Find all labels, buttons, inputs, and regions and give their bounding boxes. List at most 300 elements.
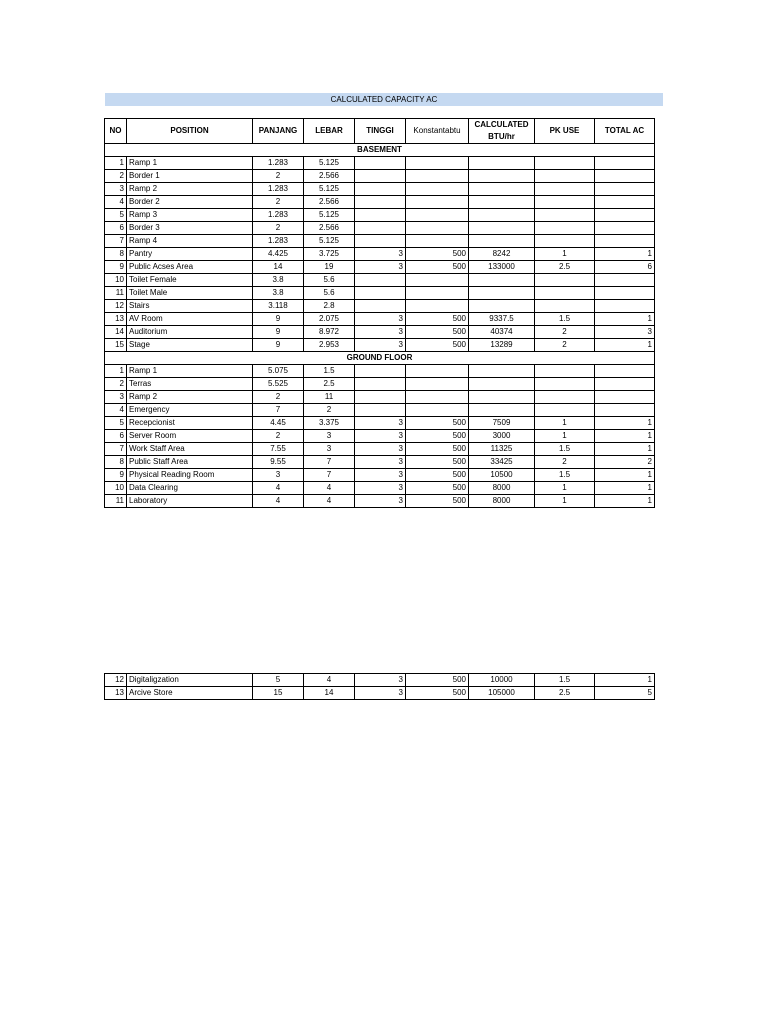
cell-panjang: 9 xyxy=(253,339,304,352)
cell-konstantabtu xyxy=(406,378,469,391)
cell-total-ac xyxy=(595,157,655,170)
cell-lebar: 3.375 xyxy=(304,417,355,430)
cell-konstantabtu: 500 xyxy=(406,261,469,274)
cell-calculated-btu xyxy=(469,404,535,417)
cell-total-ac: 1 xyxy=(595,469,655,482)
cell-position: Ramp 1 xyxy=(127,157,253,170)
table-row xyxy=(105,339,655,352)
table-row xyxy=(105,235,655,248)
cell-no: 3 xyxy=(105,391,127,404)
cell-no: 7 xyxy=(105,235,127,248)
cell-no: 15 xyxy=(105,339,127,352)
cell-position: Laboratory xyxy=(127,495,253,508)
cell-calculated-btu: 11325 xyxy=(469,443,535,456)
cell-panjang: 9.55 xyxy=(253,456,304,469)
cell-position: Public Staff Area xyxy=(127,456,253,469)
cell-konstantabtu xyxy=(406,209,469,222)
table-row xyxy=(105,430,655,443)
cell-calculated-btu xyxy=(469,222,535,235)
cell-no: 14 xyxy=(105,326,127,339)
cell-no: 12 xyxy=(105,300,127,313)
cell-panjang: 1.283 xyxy=(253,157,304,170)
cell-lebar: 3.725 xyxy=(304,248,355,261)
cell-panjang: 7.55 xyxy=(253,443,304,456)
cell-panjang: 2 xyxy=(253,430,304,443)
cell-lebar: 8.972 xyxy=(304,326,355,339)
table-body xyxy=(105,144,655,508)
cell-calculated-btu: 33425 xyxy=(469,456,535,469)
cell-tinggi xyxy=(355,170,406,183)
cell-panjang: 4 xyxy=(253,482,304,495)
cell-total-ac: 2 xyxy=(595,456,655,469)
cell-no: 4 xyxy=(105,404,127,417)
cell-tinggi xyxy=(355,391,406,404)
cell-konstantabtu: 500 xyxy=(406,482,469,495)
cell-position: Recepcionist xyxy=(127,417,253,430)
cell-position: Emergency xyxy=(127,404,253,417)
cell-no: 8 xyxy=(105,456,127,469)
cell-konstantabtu: 500 xyxy=(406,674,469,687)
cell-calculated-btu xyxy=(469,157,535,170)
cell-lebar: 2.075 xyxy=(304,313,355,326)
table-row xyxy=(105,261,655,274)
cell-total-ac: 5 xyxy=(595,687,655,700)
cell-position: Ramp 3 xyxy=(127,209,253,222)
section-title: BASEMENT xyxy=(105,144,655,157)
cell-calculated-btu: 40374 xyxy=(469,326,535,339)
table-row xyxy=(105,456,655,469)
cell-pk-use xyxy=(535,404,595,417)
cell-tinggi xyxy=(355,378,406,391)
cell-tinggi: 3 xyxy=(355,326,406,339)
cell-konstantabtu xyxy=(406,404,469,417)
cell-tinggi: 3 xyxy=(355,313,406,326)
cell-calculated-btu: 8242 xyxy=(469,248,535,261)
cell-position: Border 1 xyxy=(127,170,253,183)
cell-pk-use: 1 xyxy=(535,482,595,495)
cell-konstantabtu xyxy=(406,365,469,378)
cell-position: Public Acses Area xyxy=(127,261,253,274)
cell-no: 2 xyxy=(105,170,127,183)
cell-konstantabtu: 500 xyxy=(406,456,469,469)
table-row xyxy=(105,157,655,170)
cell-position: Digitaligzation xyxy=(127,674,253,687)
cell-pk-use: 2.5 xyxy=(535,687,595,700)
section-title: GROUND FLOOR xyxy=(105,352,655,365)
header-konstantabtu-label: Konstantabtu xyxy=(413,126,461,135)
cell-konstantabtu: 500 xyxy=(406,326,469,339)
cell-tinggi xyxy=(355,235,406,248)
cell-calculated-btu: 10000 xyxy=(469,674,535,687)
table-row xyxy=(105,365,655,378)
table-row xyxy=(105,391,655,404)
cell-panjang: 3.8 xyxy=(253,287,304,300)
cell-no: 13 xyxy=(105,687,127,700)
cell-pk-use xyxy=(535,222,595,235)
cell-calculated-btu: 133000 xyxy=(469,261,535,274)
cell-lebar: 4 xyxy=(304,674,355,687)
cell-pk-use xyxy=(535,287,595,300)
cell-panjang: 4 xyxy=(253,495,304,508)
cell-lebar: 7 xyxy=(304,456,355,469)
cell-tinggi xyxy=(355,157,406,170)
cell-pk-use xyxy=(535,274,595,287)
continuation-body xyxy=(105,674,655,700)
cell-total-ac xyxy=(595,391,655,404)
cell-tinggi xyxy=(355,274,406,287)
cell-pk-use: 1 xyxy=(535,417,595,430)
cell-panjang: 1.283 xyxy=(253,209,304,222)
cell-konstantabtu: 500 xyxy=(406,687,469,700)
cell-calculated-btu: 10500 xyxy=(469,469,535,482)
cell-konstantabtu xyxy=(406,222,469,235)
cell-lebar: 3 xyxy=(304,430,355,443)
table-row xyxy=(105,313,655,326)
cell-panjang: 4.45 xyxy=(253,417,304,430)
cell-position: Toilet Male xyxy=(127,287,253,300)
table-row xyxy=(105,495,655,508)
table-row xyxy=(105,170,655,183)
cell-panjang: 15 xyxy=(253,687,304,700)
cell-position: Toilet Female xyxy=(127,274,253,287)
cell-position: Ramp 2 xyxy=(127,183,253,196)
cell-total-ac: 1 xyxy=(595,495,655,508)
cell-konstantabtu xyxy=(406,196,469,209)
cell-calculated-btu: 8000 xyxy=(469,482,535,495)
cell-panjang: 2 xyxy=(253,222,304,235)
cell-lebar: 5.125 xyxy=(304,157,355,170)
table-row xyxy=(105,248,655,261)
cell-no: 10 xyxy=(105,482,127,495)
cell-konstantabtu: 500 xyxy=(406,339,469,352)
cell-konstantabtu xyxy=(406,274,469,287)
cell-calculated-btu xyxy=(469,196,535,209)
cell-tinggi: 3 xyxy=(355,417,406,430)
cell-panjang: 3 xyxy=(253,469,304,482)
cell-calculated-btu xyxy=(469,287,535,300)
cell-total-ac: 1 xyxy=(595,417,655,430)
cell-total-ac xyxy=(595,222,655,235)
cell-no: 8 xyxy=(105,248,127,261)
cell-no: 11 xyxy=(105,287,127,300)
cell-panjang: 5.525 xyxy=(253,378,304,391)
cell-pk-use xyxy=(535,365,595,378)
cell-position: Border 2 xyxy=(127,196,253,209)
header-konstantabtu xyxy=(406,119,469,144)
cell-total-ac: 3 xyxy=(595,326,655,339)
cell-pk-use: 1 xyxy=(535,495,595,508)
cell-panjang: 1.283 xyxy=(253,235,304,248)
cell-no: 9 xyxy=(105,469,127,482)
ac-capacity-table xyxy=(104,118,655,508)
cell-lebar: 4 xyxy=(304,482,355,495)
cell-position: AV Room xyxy=(127,313,253,326)
cell-konstantabtu xyxy=(406,391,469,404)
cell-pk-use: 2 xyxy=(535,326,595,339)
cell-position: Server Room xyxy=(127,430,253,443)
cell-calculated-btu: 105000 xyxy=(469,687,535,700)
cell-no: 1 xyxy=(105,365,127,378)
cell-calculated-btu xyxy=(469,274,535,287)
table-row xyxy=(105,674,655,687)
cell-lebar: 3 xyxy=(304,443,355,456)
cell-pk-use xyxy=(535,196,595,209)
cell-pk-use xyxy=(535,157,595,170)
cell-pk-use xyxy=(535,300,595,313)
table-row xyxy=(105,222,655,235)
cell-no: 5 xyxy=(105,417,127,430)
cell-pk-use: 1.5 xyxy=(535,443,595,456)
cell-position: Auditorium xyxy=(127,326,253,339)
cell-lebar: 2 xyxy=(304,404,355,417)
cell-tinggi: 3 xyxy=(355,339,406,352)
header-panjang: PANJANG xyxy=(253,119,304,144)
cell-lebar: 5.6 xyxy=(304,287,355,300)
cell-panjang: 9 xyxy=(253,313,304,326)
cell-position: Stage xyxy=(127,339,253,352)
table-row xyxy=(105,183,655,196)
cell-panjang: 5 xyxy=(253,674,304,687)
sheet-title: CALCULATED CAPACITY AC xyxy=(105,93,663,106)
header-position: POSITION xyxy=(127,119,253,144)
cell-calculated-btu: 7509 xyxy=(469,417,535,430)
table-row xyxy=(105,469,655,482)
cell-lebar: 5.6 xyxy=(304,274,355,287)
table-row xyxy=(105,443,655,456)
cell-pk-use xyxy=(535,235,595,248)
cell-no: 2 xyxy=(105,378,127,391)
cell-calculated-btu xyxy=(469,391,535,404)
cell-total-ac: 1 xyxy=(595,443,655,456)
cell-tinggi: 3 xyxy=(355,443,406,456)
cell-no: 11 xyxy=(105,495,127,508)
cell-lebar: 14 xyxy=(304,687,355,700)
cell-calculated-btu xyxy=(469,300,535,313)
table-row xyxy=(105,404,655,417)
cell-tinggi: 3 xyxy=(355,456,406,469)
cell-calculated-btu: 8000 xyxy=(469,495,535,508)
cell-total-ac xyxy=(595,300,655,313)
cell-tinggi: 3 xyxy=(355,687,406,700)
cell-pk-use xyxy=(535,183,595,196)
cell-tinggi xyxy=(355,300,406,313)
cell-konstantabtu xyxy=(406,287,469,300)
cell-total-ac: 1 xyxy=(595,339,655,352)
cell-no: 7 xyxy=(105,443,127,456)
cell-total-ac: 1 xyxy=(595,482,655,495)
cell-konstantabtu xyxy=(406,300,469,313)
header-calculated-btu xyxy=(469,119,535,144)
cell-konstantabtu: 500 xyxy=(406,469,469,482)
cell-tinggi: 3 xyxy=(355,261,406,274)
cell-position: Ramp 4 xyxy=(127,235,253,248)
cell-panjang: 2 xyxy=(253,391,304,404)
cell-calculated-btu xyxy=(469,170,535,183)
cell-position: Arcive Store xyxy=(127,687,253,700)
table-row xyxy=(105,326,655,339)
cell-calculated-btu xyxy=(469,235,535,248)
cell-total-ac xyxy=(595,170,655,183)
cell-lebar: 2.8 xyxy=(304,300,355,313)
cell-position: Work Staff Area xyxy=(127,443,253,456)
cell-total-ac xyxy=(595,235,655,248)
cell-calculated-btu xyxy=(469,365,535,378)
ac-capacity-table-continuation xyxy=(104,673,655,700)
cell-position: Border 3 xyxy=(127,222,253,235)
cell-total-ac xyxy=(595,365,655,378)
cell-lebar: 5.125 xyxy=(304,209,355,222)
cell-konstantabtu xyxy=(406,235,469,248)
cell-total-ac: 1 xyxy=(595,313,655,326)
cell-pk-use: 2 xyxy=(535,339,595,352)
cell-no: 4 xyxy=(105,196,127,209)
cell-lebar: 2.566 xyxy=(304,196,355,209)
cell-position: Terras xyxy=(127,378,253,391)
cell-lebar: 7 xyxy=(304,469,355,482)
cell-lebar: 1.5 xyxy=(304,365,355,378)
cell-position: Physical Reading Room xyxy=(127,469,253,482)
cell-panjang: 2 xyxy=(253,196,304,209)
cell-panjang: 2 xyxy=(253,170,304,183)
cell-position: Stairs xyxy=(127,300,253,313)
cell-tinggi: 3 xyxy=(355,469,406,482)
cell-panjang: 5.075 xyxy=(253,365,304,378)
cell-pk-use: 1 xyxy=(535,248,595,261)
cell-tinggi xyxy=(355,196,406,209)
cell-lebar: 2.953 xyxy=(304,339,355,352)
cell-total-ac: 1 xyxy=(595,430,655,443)
cell-no: 9 xyxy=(105,261,127,274)
cell-lebar: 2.566 xyxy=(304,170,355,183)
cell-tinggi xyxy=(355,209,406,222)
cell-total-ac xyxy=(595,196,655,209)
cell-no: 6 xyxy=(105,430,127,443)
cell-total-ac xyxy=(595,209,655,222)
cell-calculated-btu xyxy=(469,209,535,222)
cell-pk-use xyxy=(535,378,595,391)
cell-position: Data Clearing xyxy=(127,482,253,495)
cell-tinggi xyxy=(355,287,406,300)
cell-konstantabtu: 500 xyxy=(406,430,469,443)
cell-konstantabtu: 500 xyxy=(406,248,469,261)
cell-no: 1 xyxy=(105,157,127,170)
header-no: NO xyxy=(105,119,127,144)
cell-panjang: 1.283 xyxy=(253,183,304,196)
cell-panjang: 9 xyxy=(253,326,304,339)
cell-total-ac xyxy=(595,378,655,391)
cell-calculated-btu: 13289 xyxy=(469,339,535,352)
cell-panjang: 14 xyxy=(253,261,304,274)
cell-pk-use: 2.5 xyxy=(535,261,595,274)
cell-pk-use xyxy=(535,391,595,404)
table-row xyxy=(105,287,655,300)
header-tinggi: TINGGI xyxy=(355,119,406,144)
table-row xyxy=(105,196,655,209)
cell-calculated-btu xyxy=(469,378,535,391)
header-row xyxy=(105,119,655,144)
cell-pk-use: 1 xyxy=(535,430,595,443)
header-pk-use: PK USE xyxy=(535,119,595,144)
table-row xyxy=(105,209,655,222)
cell-total-ac: 1 xyxy=(595,674,655,687)
cell-konstantabtu xyxy=(406,183,469,196)
cell-lebar: 2.5 xyxy=(304,378,355,391)
cell-pk-use: 1.5 xyxy=(535,469,595,482)
table-row xyxy=(105,274,655,287)
cell-position: Ramp 2 xyxy=(127,391,253,404)
cell-konstantabtu: 500 xyxy=(406,313,469,326)
cell-tinggi: 3 xyxy=(355,482,406,495)
cell-pk-use: 2 xyxy=(535,456,595,469)
cell-lebar: 5.125 xyxy=(304,235,355,248)
cell-calculated-btu: 3000 xyxy=(469,430,535,443)
header-calculated-line2: BTU/hr xyxy=(488,132,515,141)
cell-konstantabtu: 500 xyxy=(406,417,469,430)
cell-calculated-btu xyxy=(469,183,535,196)
cell-tinggi: 3 xyxy=(355,674,406,687)
cell-no: 6 xyxy=(105,222,127,235)
cell-no: 3 xyxy=(105,183,127,196)
cell-total-ac xyxy=(595,287,655,300)
cell-tinggi: 3 xyxy=(355,430,406,443)
cell-lebar: 4 xyxy=(304,495,355,508)
cell-pk-use xyxy=(535,170,595,183)
cell-panjang: 4.425 xyxy=(253,248,304,261)
cell-no: 5 xyxy=(105,209,127,222)
cell-konstantabtu xyxy=(406,170,469,183)
cell-konstantabtu xyxy=(406,157,469,170)
cell-panjang: 7 xyxy=(253,404,304,417)
table-row xyxy=(105,482,655,495)
cell-no: 13 xyxy=(105,313,127,326)
cell-panjang: 3.8 xyxy=(253,274,304,287)
cell-calculated-btu: 9337.5 xyxy=(469,313,535,326)
cell-lebar: 5.125 xyxy=(304,183,355,196)
cell-panjang: 3.118 xyxy=(253,300,304,313)
cell-tinggi: 3 xyxy=(355,248,406,261)
table-row xyxy=(105,300,655,313)
cell-position: Ramp 1 xyxy=(127,365,253,378)
cell-total-ac xyxy=(595,274,655,287)
table-row xyxy=(105,687,655,700)
cell-pk-use xyxy=(535,209,595,222)
table-row xyxy=(105,378,655,391)
cell-pk-use: 1.5 xyxy=(535,313,595,326)
cell-total-ac xyxy=(595,183,655,196)
cell-tinggi xyxy=(355,365,406,378)
header-calculated-line1: CALCULATED xyxy=(474,120,529,129)
cell-tinggi xyxy=(355,404,406,417)
header-total-ac: TOTAL AC xyxy=(595,119,655,144)
section-header-row xyxy=(105,144,655,157)
cell-konstantabtu: 500 xyxy=(406,495,469,508)
cell-no: 10 xyxy=(105,274,127,287)
header-lebar: LEBAR xyxy=(304,119,355,144)
cell-tinggi xyxy=(355,183,406,196)
cell-position: Pantry xyxy=(127,248,253,261)
cell-tinggi: 3 xyxy=(355,495,406,508)
cell-lebar: 11 xyxy=(304,391,355,404)
cell-tinggi xyxy=(355,222,406,235)
section-header-row xyxy=(105,352,655,365)
table-row xyxy=(105,417,655,430)
cell-total-ac xyxy=(595,404,655,417)
cell-no: 12 xyxy=(105,674,127,687)
cell-lebar: 2.566 xyxy=(304,222,355,235)
cell-total-ac: 1 xyxy=(595,248,655,261)
cell-total-ac: 6 xyxy=(595,261,655,274)
cell-pk-use: 1.5 xyxy=(535,674,595,687)
